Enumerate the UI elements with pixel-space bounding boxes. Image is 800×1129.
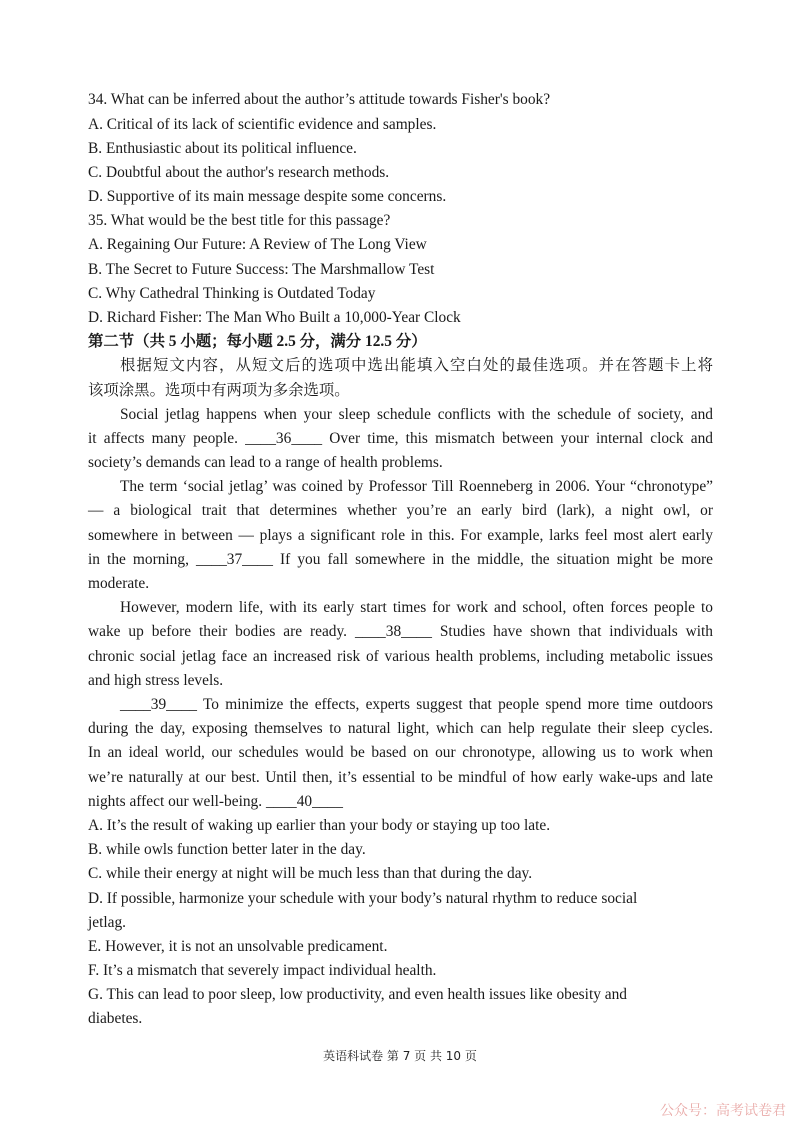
question-35-stem: 35. What would be the best title for this passage? bbox=[88, 212, 391, 229]
question-34-option-d: D. Supportive of its main message despite some concerns. bbox=[88, 188, 447, 205]
passage-line: The term ‘social jetlag’ was coined by Professor Till Roenneberg in 2006. Your “chronotype” bbox=[120, 478, 713, 495]
passage-line: during the day, exposing themselves to natural light, which can help regulate their sleep cycles. bbox=[88, 720, 713, 737]
question-35-option-d: D. Richard Fisher: The Man Who Built a 10,000-Year Clock bbox=[88, 309, 461, 326]
passage-line: we’re naturally at our best. Until then, it’s essential to be mindful of how early wake-ups and late bbox=[88, 769, 713, 786]
passage-line: and high stress levels. bbox=[88, 672, 224, 689]
passage-line: wake up before their bodies are ready. ____38____ Studies have shown that individuals with bbox=[88, 623, 713, 640]
instruction-line: 该项涂黑。选项中有两项为多余选项。 bbox=[88, 382, 350, 399]
passage-line: However, modern life, with its early start times for work and school, often forces people to bbox=[120, 599, 713, 616]
passage-line: somewhere in between — plays a significant role in this. For example, larks feel most alert early bbox=[88, 527, 713, 544]
passage-line: nights affect our well-being. ____40____ bbox=[88, 793, 343, 810]
question-35-option-a: A. Regaining Our Future: A Review of The Long View bbox=[88, 236, 427, 253]
question-34-option-c: C. Doubtful about the author's research methods. bbox=[88, 164, 390, 181]
option-e: E. However, it is not an unsolvable predicament. bbox=[88, 938, 388, 955]
question-35-option-b: B. The Secret to Future Success: The Marshmallow Test bbox=[88, 261, 435, 278]
option-c: C. while their energy at night will be much less than that during the day. bbox=[88, 865, 533, 882]
passage-line: Social jetlag happens when your sleep schedule conflicts with the schedule of society, and bbox=[120, 406, 713, 423]
passage-line: — a biological trait that determines whether you’re an early bird (lark), a night owl, or bbox=[88, 502, 713, 519]
page-footer: 英语科试卷 第 7 页 共 10 页 bbox=[323, 1049, 477, 1063]
section-heading: 第二节（共 5 小题；每小题 2.5 分，满分 12.5 分） bbox=[88, 333, 427, 350]
passage-line: in the morning, ____37____ If you fall somewhere in the middle, the situation might be more bbox=[88, 551, 713, 568]
passage-line: In an ideal world, our schedules would be based on our chronotype, allowing us to work when bbox=[88, 744, 713, 761]
option-d: D. If possible, harmonize your schedule with your body’s natural rhythm to reduce social bbox=[88, 890, 638, 907]
option-d-continued: jetlag. bbox=[88, 914, 127, 931]
passage-line: moderate. bbox=[88, 575, 150, 592]
instruction-line: 根据短文内容，从短文后的选项中选出能填入空白处的最佳选项。并在答题卡上将 bbox=[120, 357, 713, 374]
question-34-option-b: B. Enthusiastic about its political influence. bbox=[88, 140, 357, 157]
question-34-stem: 34. What can be inferred about the author’s attitude towards Fisher's book? bbox=[88, 91, 551, 108]
option-b: B. while owls function better later in the day. bbox=[88, 841, 366, 858]
passage-line: ____39____ To minimize the effects, experts suggest that people spend more time outdoors bbox=[120, 696, 713, 713]
option-g-continued: diabetes. bbox=[88, 1010, 143, 1027]
passage-line: it affects many people. ____36____ Over time, this mismatch between your internal clock and bbox=[88, 430, 713, 447]
option-a: A. It’s the result of waking up earlier than your body or staying up too late. bbox=[88, 817, 551, 834]
option-g: G. This can lead to poor sleep, low productivity, and even health issues like obesity and bbox=[88, 986, 627, 1003]
passage-line: society’s demands can lead to a range of health problems. bbox=[88, 454, 443, 471]
passage-line: chronic social jetlag face an increased risk of various health problems, including metabolic issues bbox=[88, 648, 713, 665]
watermark: 公众号：高考试卷君 bbox=[660, 1103, 786, 1119]
question-35-option-c: C. Why Cathedral Thinking is Outdated Today bbox=[88, 285, 376, 302]
option-f: F. It’s a mismatch that severely impact individual health. bbox=[88, 962, 437, 979]
question-34-option-a: A. Critical of its lack of scientific evidence and samples. bbox=[88, 116, 437, 133]
